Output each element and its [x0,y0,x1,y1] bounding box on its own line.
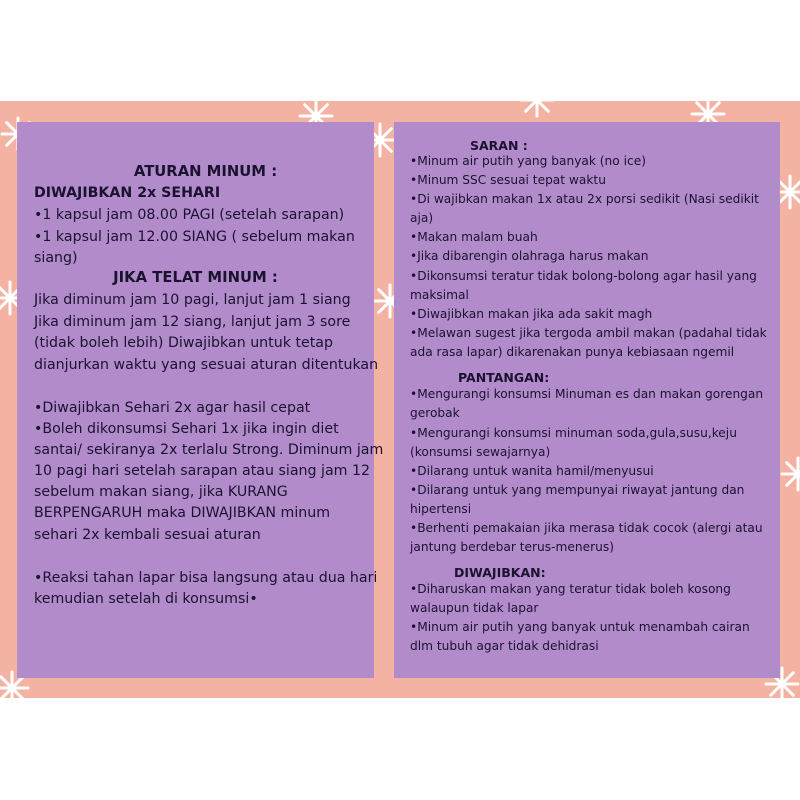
saran-heading: SARAN : [470,138,528,153]
text-line: •Makan malam buah [410,230,538,244]
sparkle-star-icon [517,80,557,120]
text-line: •Boleh dikonsumsi Sehari 1x jika ingin diet [34,421,339,437]
diwajibkan-heading: DIWAJIBKAN: [454,565,546,580]
text-line: (konsumsi sewajarnya) [410,445,551,459]
text-line: •Di wajibkan makan 1x atau 2x porsi sedikit (Nasi sedikit [410,192,759,206]
saran-pantangan-card [394,122,780,678]
text-line: •Reaksi tahan lapar bisa langsung atau dua hari [34,570,378,586]
text-line: ada rasa lapar) dikarenakan punya kebiasaan ngemil [410,345,735,359]
text-line: hipertensi [410,502,472,516]
text-line: •Minum air putih yang banyak (no ice) [410,154,646,168]
text-line: dianjurkan waktu yang sesuai aturan ditentukan [34,357,379,373]
jika-telat-minum-heading: JIKA TELAT MINUM : [113,269,278,286]
text-line: santai/ sekiranya 2x terlalu Strong. Diminum jam [34,442,384,458]
text-line: DIWAJIBKAN 2x SEHARI [34,185,221,201]
text-line: •Jika dibarengin olahraga harus makan [410,249,649,263]
text-line: sebelum makan siang, jika KURANG [34,484,288,500]
aturan-minum-card [17,122,384,678]
text-line: •1 kapsul jam 12.00 SIANG ( sebelum makan [34,229,355,245]
pantangan-heading: PANTANGAN: [458,370,550,385]
text-line: aja) [410,211,434,225]
text-line: (tidak boleh lebih) Diwajibkan untuk tetap [34,335,334,351]
text-line: kemudian setelah di konsumsi• [34,591,258,607]
text-line: BERPENGARUH maka DIWAJIBKAN minum [34,505,331,521]
text-line: Jika diminum jam 10 pagi, lanjut jam 1 siang [34,292,351,308]
text-line: •Mengurangi konsumsi minuman soda,gula,susu,keju [410,426,737,440]
text-line: siang) [34,250,78,266]
text-line: •Diwajibkan makan jika ada sakit magh [410,307,653,321]
text-line: •Dikonsumsi teratur tidak bolong-bolong agar hasil yang [410,269,757,283]
text-line: •Mengurangi konsumsi Minuman es dan makan gorengan [410,387,764,401]
text-line: sehari 2x kembali sesuai aturan [34,527,261,543]
text-line: •Diwajibkan Sehari 2x agar hasil cepat [34,400,311,416]
text-line: •Berhenti pemakaian jika merasa tidak cocok (alergi atau [410,521,763,535]
text-line: Jika diminum jam 12 siang, lanjut jam 3 sore [34,314,351,330]
aturan-minum-heading: ATURAN MINUM : [133,163,278,180]
text-line: •Minum air putih yang banyak untuk menambah cairan [410,620,750,634]
text-line: 10 pagi hari setelah sarapan atau siang jam 12 [34,463,371,479]
text-line: •Dilarang untuk wanita hamil/menyusui [410,464,654,478]
text-line: gerobak [410,406,460,420]
text-line: •Dilarang untuk yang mempunyai riwayat jantung dan [410,483,745,497]
text-line: •Minum SSC sesuai tepat waktu [410,173,606,187]
sparkle-star-icon [778,454,800,494]
text-line: •Melawan sugest jika tergoda ambil makan (padahal tidak [410,326,767,340]
text-line: dlm tubuh agar tidak dehidrasi [410,639,599,653]
text-line: maksimal [410,288,469,302]
text-line: jantung berdebar terus-menerus) [410,540,614,554]
text-line: walaupun tidak lapar [410,601,539,615]
text-line: •Diharuskan makan yang teratur tidak boleh kosong [410,582,731,596]
text-line: •1 kapsul jam 08.00 PAGI (setelah sarapan) [34,207,345,223]
